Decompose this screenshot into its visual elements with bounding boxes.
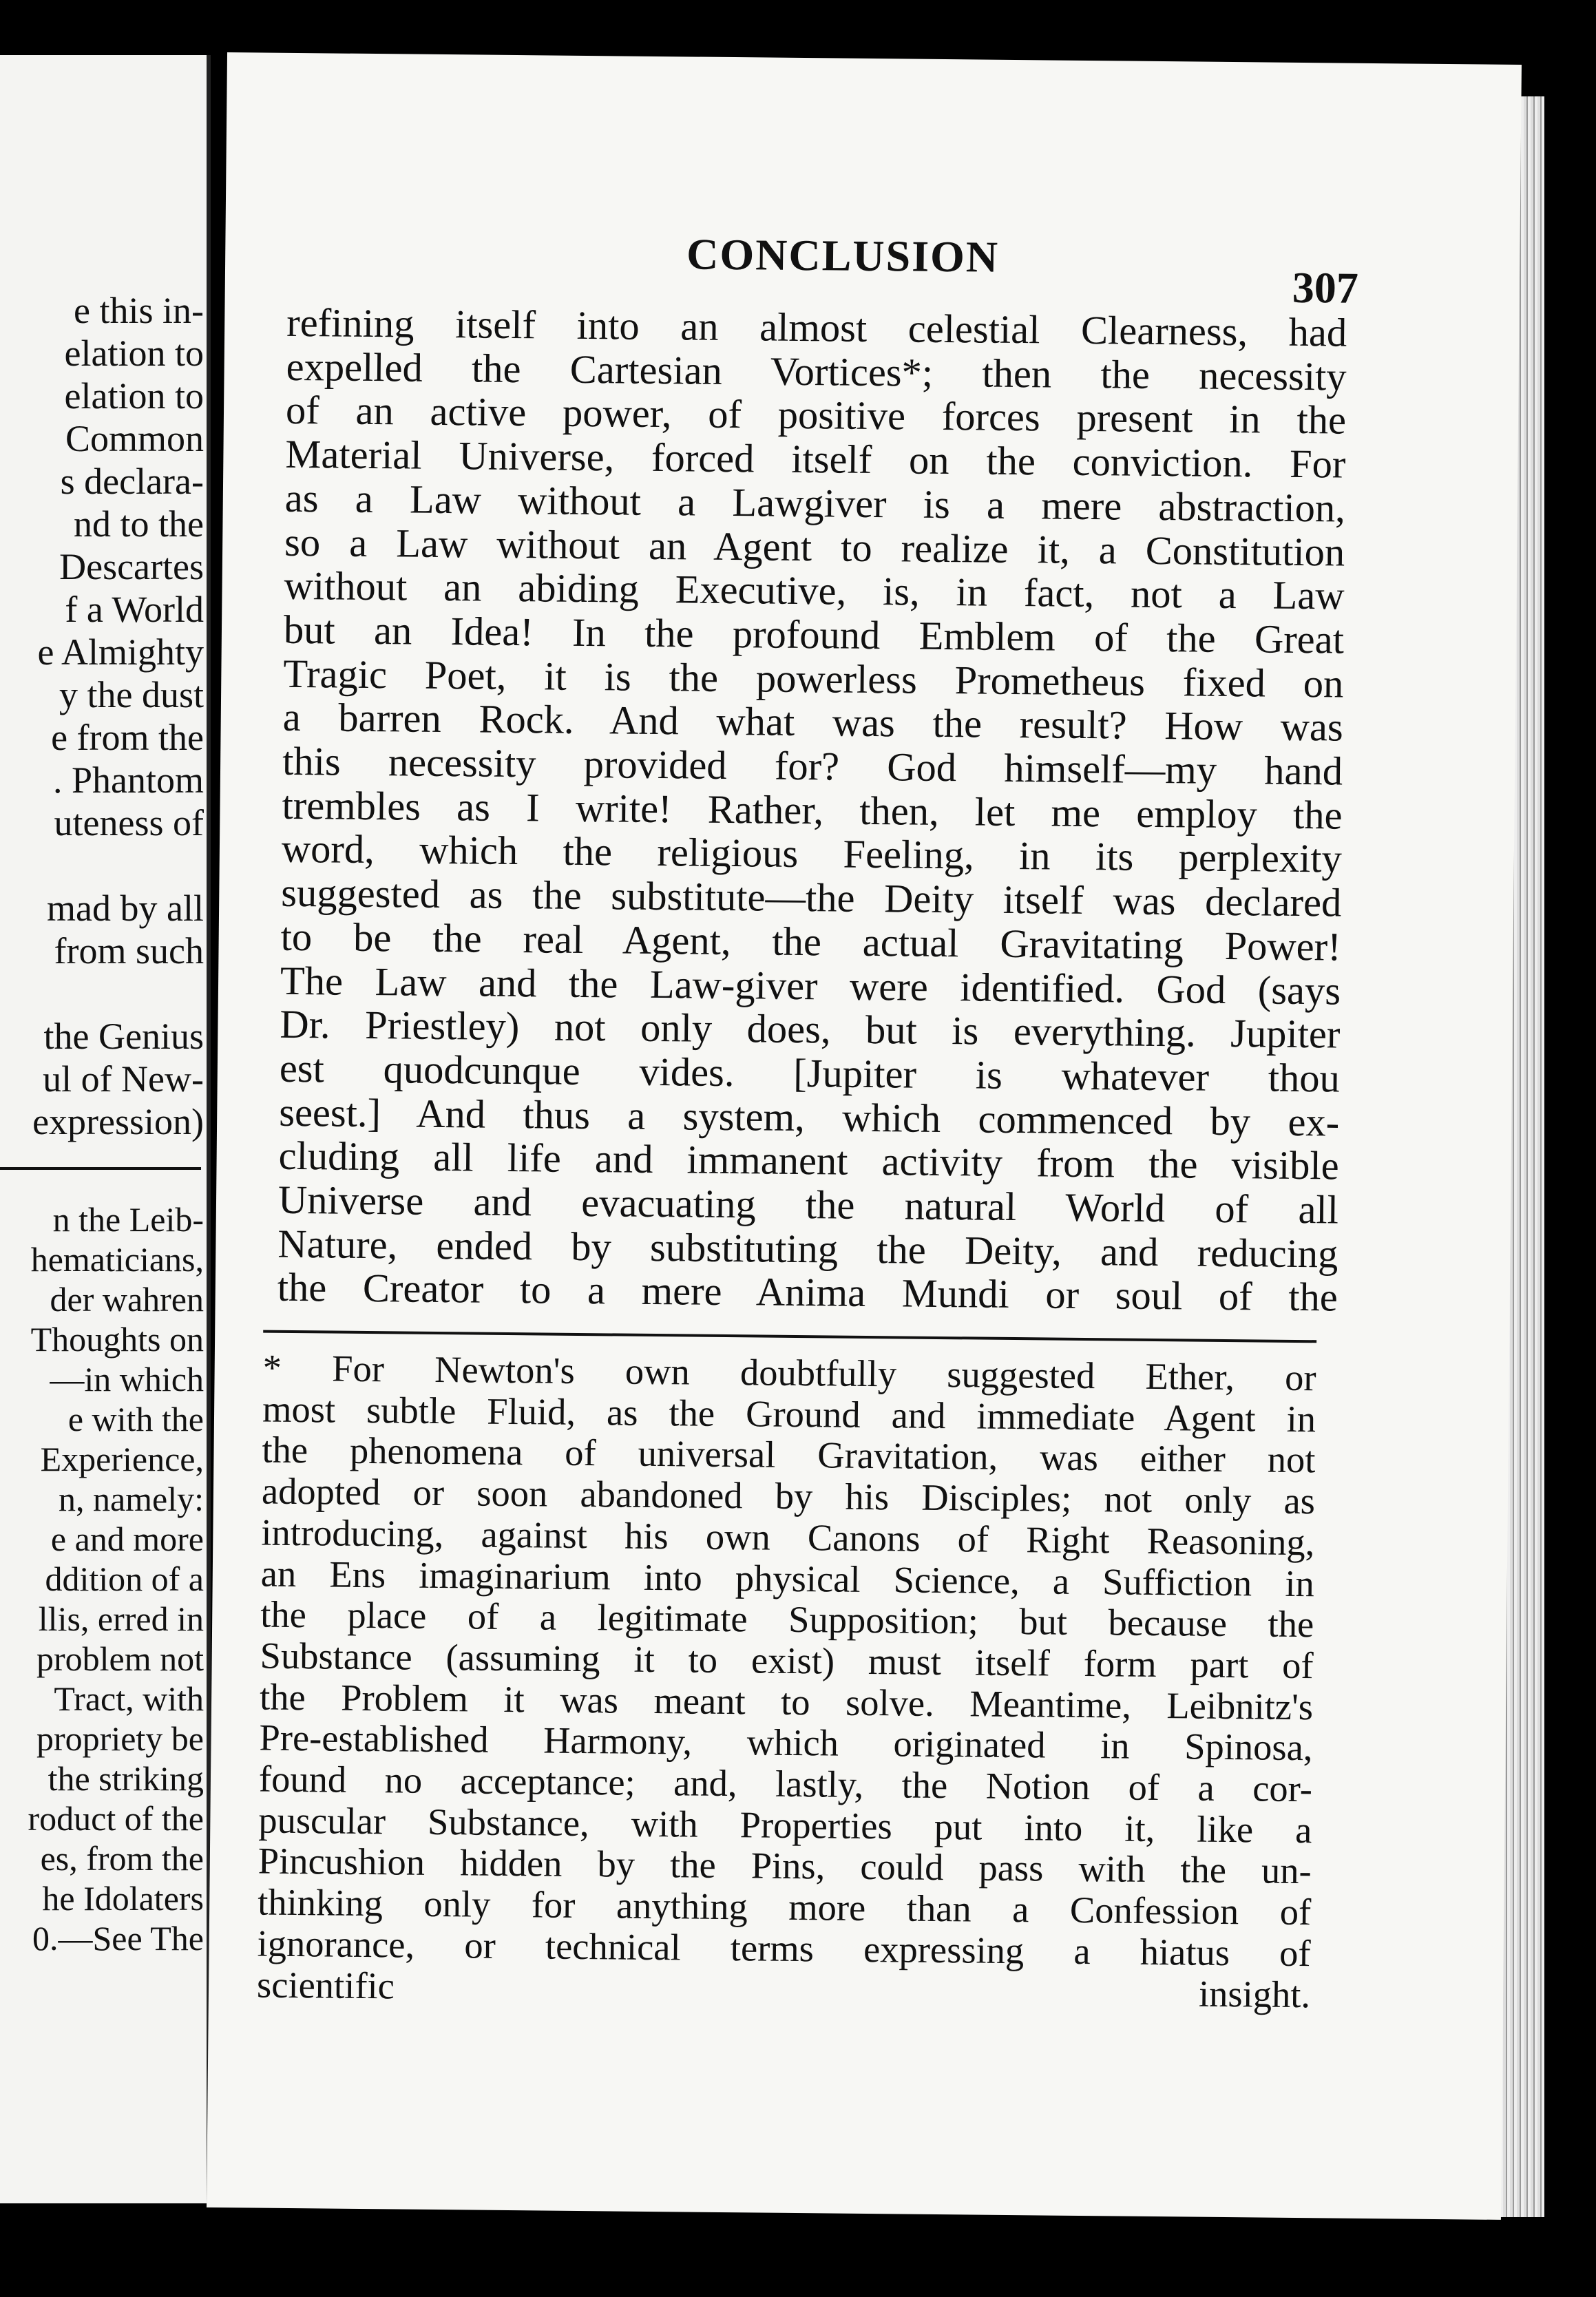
body-line: refining itself into an almost celestial Clearness, had	[286, 300, 1347, 355]
left-page-text-fragment: elation to	[64, 333, 204, 374]
left-footnote-fragment: 0.—See The	[32, 1919, 204, 1958]
body-line: to be the real Agent, the actual Gravitating Power!	[280, 914, 1341, 969]
body-line: cluding all life and immanent activity from the visible	[278, 1133, 1339, 1188]
left-page-text-fragment: s declara-	[60, 461, 204, 502]
left-footnote-fragment: the striking	[48, 1759, 204, 1798]
left-page-text-fragment: elation to	[64, 375, 204, 417]
body-line: as a Law without a Lawgiver is a mere abstraction,	[284, 475, 1346, 531]
right-page	[207, 52, 1522, 2220]
footnote-line: the phenomena of universal Gravitation, was either not	[262, 1428, 1316, 1481]
footnote-line: introducing, against his own Canons of Right Reasoning,	[261, 1511, 1315, 1564]
footnote	[257, 1347, 1316, 2015]
left-page-text-fragment: e this in-	[74, 290, 204, 331]
body-line: Dr. Priestley) not only does, but is everything. Jupiter	[280, 1002, 1341, 1057]
left-footnote-fragment: he Idolaters	[42, 1879, 204, 1918]
body-line: seest.] And thus a system, which commenced by ex-	[278, 1089, 1340, 1145]
footnote-line: the place of a legitimate Supposition; but because the	[260, 1593, 1314, 1646]
body-line: trembles as I write! Rather, then, let me employ the	[282, 782, 1343, 838]
left-footnote-fragment: —in which	[50, 1360, 204, 1398]
left-footnote-fragment: n the Leib-	[52, 1200, 204, 1239]
footnote-line: Substance (assuming it to exist) must itself form part of	[260, 1634, 1314, 1687]
footnote-line: an Ens imaginarium into physical Science, a Suffiction in	[260, 1552, 1315, 1604]
left-footnote-fragment: e with the	[67, 1400, 204, 1438]
left-page-text-fragment: from such	[54, 930, 204, 972]
left-footnote-fragment: e and more	[50, 1520, 204, 1558]
left-page-text-fragment: expression)	[32, 1101, 204, 1142]
footnote-line: Pincushion hidden by the Pins, could pass with the un-	[258, 1839, 1312, 1892]
left-page-text-fragment: Descartes	[59, 546, 204, 587]
body-line: Material Universe, forced itself on the conviction. For	[285, 431, 1346, 487]
body-line: expelled the Cartesian Vortices*; then the necessity	[286, 344, 1347, 399]
left-page-text-fragment: f a World	[65, 589, 204, 630]
left-footnote-fragment: problem not	[36, 1639, 204, 1678]
body-line: so a Law without an Agent to realize it, a Constitution	[284, 519, 1345, 575]
left-footnote-fragment: propriety be	[36, 1719, 204, 1758]
left-footnote-fragment: n, namely:	[58, 1480, 204, 1518]
body-line: Nature, ended by substituting the Deity, and reducing	[277, 1221, 1338, 1277]
body-line: a barren Rock. And what was the result? How was	[282, 695, 1344, 750]
left-footnote-rule	[0, 1167, 201, 1170]
left-page-text-fragment: e from the	[51, 717, 204, 758]
left-page-text-fragment: Common	[65, 418, 204, 459]
left-page-text-fragment: the Genius	[43, 1016, 204, 1057]
running-head: CONCLUSION	[686, 229, 1000, 282]
body-text	[277, 301, 1347, 1320]
body-line: word, which the religious Feeling, in its perplexity	[281, 826, 1343, 882]
body-line: Universe and evacuating the natural World of all	[277, 1177, 1339, 1233]
body-line: but an Idea! In the profound Emblem of the Great	[283, 607, 1345, 662]
body-line: Tragic Poet, it is the powerless Prometheus fixed on	[283, 651, 1344, 706]
body-line: suggested as the substitute—the Deity itself was declared	[281, 870, 1342, 925]
left-page-text-fragment: y the dust	[59, 674, 204, 715]
left-page-text-fragment: . Phantom	[52, 759, 204, 801]
left-footnote-fragment: roduct of the	[28, 1799, 204, 1838]
left-footnote-fragment: Tract, with	[54, 1679, 204, 1718]
footnote-line: ignorance, or technical terms expressing a hiatus of	[257, 1922, 1311, 1975]
left-footnote-fragment: es, from the	[40, 1839, 204, 1878]
left-page-text-fragment: ul of New-	[43, 1058, 204, 1100]
footnote-line: * For Newton's own doubtfully suggested Ether, or	[262, 1346, 1316, 1399]
left-footnote-fragment: Thoughts on	[30, 1320, 204, 1359]
body-line: The Law and the Law-giver were identified. God (says	[280, 958, 1341, 1014]
page-number: 307	[1292, 262, 1359, 313]
footnote-line: adopted or soon abandoned by his Disciples; not only as	[261, 1469, 1316, 1522]
footnote-line: most subtle Fluid, as the Ground and immediate Agent in	[262, 1387, 1316, 1440]
body-line: the Creator to a mere Anima Mundi or soul of the	[277, 1265, 1338, 1321]
left-footnote-fragment: der wahren	[50, 1280, 204, 1319]
body-line: this necessity provided for? God himself—my hand	[282, 738, 1343, 794]
footnote-rule	[263, 1330, 1316, 1343]
left-footnote-fragment: ddition of a	[45, 1560, 204, 1598]
left-footnote-fragment: llis, erred in	[38, 1599, 204, 1638]
footnote-line: scientific insight.	[256, 1963, 1311, 2015]
left-page-fragment	[0, 55, 211, 2203]
body-line: of an active power, of positive forces present in the	[285, 388, 1347, 443]
left-page-text-fragment: nd to the	[74, 503, 204, 545]
footnote-line: Pre-established Harmony, which originated in Spinosa,	[259, 1716, 1313, 1769]
left-page-text-fragment: uteness of	[54, 802, 204, 843]
footnote-line: thinking only for anything more than a Confession of	[257, 1880, 1312, 1933]
body-line: without an abiding Executive, is, in fact, not a Law	[284, 563, 1345, 618]
left-page-text-fragment: e Almighty	[37, 631, 204, 673]
left-footnote-fragment: Experience,	[40, 1440, 204, 1478]
footnote-line: the Problem it was meant to solve. Meantime, Leibnitz's	[259, 1675, 1314, 1728]
left-page-text-fragment: mad by all	[47, 888, 204, 929]
left-footnote-fragment: hematicians,	[30, 1240, 204, 1279]
footnote-line: puscular Substance, with Properties put into it, like a	[258, 1798, 1312, 1851]
footnote-line: found no acceptance; and, lastly, the Notion of a cor-	[258, 1757, 1313, 1810]
body-line: est quodcunque vides. [Jupiter is whatever thou	[279, 1045, 1341, 1101]
